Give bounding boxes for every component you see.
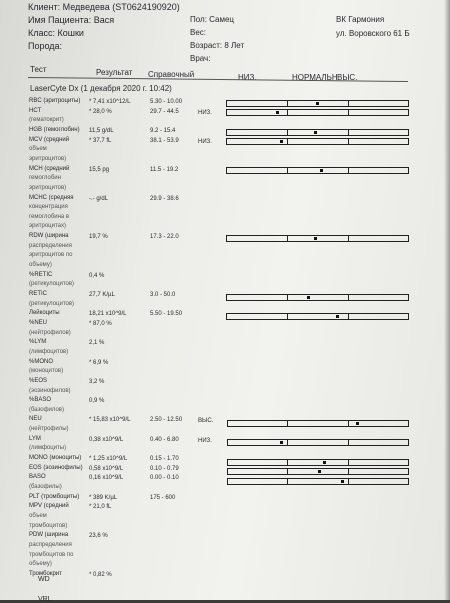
test-reference-range: 29.9 - 38.6	[150, 195, 179, 202]
range-divider	[287, 421, 288, 426]
test-name: эритроцитах)	[29, 223, 66, 230]
test-result: * 1,25 x10^9/L	[89, 456, 128, 463]
value-marker	[320, 169, 323, 172]
range-divider	[287, 110, 288, 115]
range-divider	[348, 421, 349, 426]
patient-sex: Пол: Самец	[190, 15, 234, 24]
test-result: 2,1 %	[89, 340, 105, 347]
wd-label: WD	[38, 576, 50, 583]
test-name: Тромбокрит	[29, 570, 62, 577]
test-name: EOS (эозинофилы)	[29, 464, 83, 471]
range-divider	[287, 314, 288, 319]
page-edge-shadow	[444, 0, 450, 600]
value-marker	[336, 315, 339, 318]
range-divider	[348, 295, 349, 300]
test-name: (базофилы)	[29, 484, 62, 490]
value-marker	[356, 422, 359, 425]
range-bar	[226, 294, 409, 301]
test-result: * 15,83 x10^9/L	[89, 417, 131, 424]
test-flag: НИЗ.	[198, 437, 212, 444]
test-flag: ВЫС.	[198, 418, 214, 425]
col-high: ВЫС.	[337, 73, 358, 82]
test-reference-range: 9.2 - 15.4	[150, 127, 176, 134]
test-reference-range: 0.10 - 0.79	[150, 465, 179, 472]
test-name: гемоглобин	[29, 175, 61, 182]
test-name: MONO (моноциты)	[29, 455, 82, 462]
range-divider	[287, 469, 288, 474]
test-result: 19,7 %	[89, 234, 108, 241]
test-name: MPV (средний	[29, 503, 69, 510]
test-name: концентрация	[29, 204, 68, 211]
test-name: BASO	[29, 474, 46, 481]
test-result: 18,21 x10^9/L	[89, 311, 127, 318]
test-name: MCHC (средняя	[29, 194, 74, 201]
test-result: -.- g/dL	[89, 195, 109, 202]
test-reference-range: 5.30 - 10.00	[150, 99, 183, 105]
test-name: MCV (средний	[29, 136, 70, 143]
patient-age: Возраст: 8 Лет	[190, 41, 245, 50]
test-result: * 0,82 %	[89, 571, 112, 578]
clinic-address: ул. Воровского 61 Б	[336, 29, 410, 38]
test-name: %EOS	[29, 377, 48, 384]
range-bar	[226, 138, 409, 145]
test-name: LYM	[29, 435, 41, 442]
range-divider	[287, 236, 288, 241]
range-divider	[348, 479, 349, 484]
range-divider	[287, 460, 288, 465]
range-bar	[227, 439, 409, 446]
client-name: Клиент: Медведева (ST0624190920)	[28, 2, 180, 12]
test-name: тромбоцитов)	[29, 522, 68, 529]
test-result: 27,7 K/µL	[89, 292, 115, 298]
test-name: (эозинофилов)	[29, 387, 71, 394]
range-divider	[348, 110, 349, 115]
test-result: 0,9 %	[89, 398, 105, 405]
test-name: PDW (ширина	[29, 532, 69, 539]
test-flag: НИЗ.	[198, 109, 212, 116]
test-name: (гематокрит)	[29, 117, 64, 124]
test-name: распределения	[29, 242, 72, 249]
range-divider	[348, 314, 349, 319]
value-marker	[316, 102, 319, 105]
test-name: (лимфоциты)	[29, 445, 67, 452]
test-name: объему)	[29, 262, 52, 269]
value-marker	[276, 111, 279, 114]
test-reference-range: 2.50 - 12.50	[150, 417, 183, 424]
test-name: распределения	[29, 541, 72, 548]
test-name: %BASO	[29, 397, 52, 404]
test-result: * 28,0 %	[89, 108, 112, 115]
test-name: гемоглобина в	[29, 213, 70, 220]
test-name: HCT	[29, 107, 42, 114]
value-marker	[318, 470, 321, 473]
range-divider	[348, 130, 349, 135]
value-marker	[280, 140, 283, 143]
value-marker	[314, 237, 317, 240]
col-normal: НОРМАЛЬН	[292, 73, 338, 82]
test-name: (моноцитов)	[29, 368, 64, 375]
patient-class: Класс: Кошки	[28, 28, 84, 38]
test-name: объему)	[29, 561, 52, 568]
test-name: (ретикулоцитов)	[29, 300, 75, 307]
test-name: (нейтрофилы)	[29, 426, 69, 433]
col-low: НИЗ.	[238, 73, 257, 82]
test-reference-range: 5.50 - 19.50	[150, 311, 183, 318]
range-divider	[348, 460, 349, 465]
test-name: объем	[29, 512, 47, 519]
device-line: LaserCyte Dx (1 декабря 2020 г. 10:42)	[30, 84, 172, 93]
value-marker	[314, 131, 317, 134]
range-bar	[226, 129, 409, 136]
range-divider	[348, 101, 349, 106]
test-result: * 87,0 %	[89, 320, 112, 327]
range-divider	[287, 479, 288, 484]
test-name: %NEU	[29, 319, 48, 326]
range-divider	[287, 168, 288, 173]
test-result: * 37,7 fL	[89, 137, 112, 144]
test-result: 23,6 %	[89, 533, 108, 540]
range-divider	[287, 101, 288, 106]
range-divider	[348, 469, 349, 474]
range-bar	[227, 478, 409, 485]
test-result: * 7,41 x10^12/L	[89, 99, 131, 105]
test-result: 0,4 %	[89, 272, 105, 279]
value-marker	[280, 441, 283, 444]
test-reference-range: 175 - 600	[150, 494, 176, 501]
test-result: * 21,0 fL	[89, 504, 112, 511]
value-marker	[307, 296, 310, 299]
test-name: NEU	[29, 416, 42, 423]
test-result: 11,5 g/dL	[89, 127, 114, 134]
range-divider	[348, 440, 349, 445]
range-bar	[226, 109, 409, 116]
test-name: (базофилов)	[29, 406, 64, 413]
test-name: %LYM	[29, 339, 47, 346]
test-result: 0,58 x10^9/L	[89, 465, 124, 472]
test-result: 0,16 x10^9/L	[89, 475, 124, 482]
range-bar	[226, 167, 409, 174]
test-name: %MONO	[29, 358, 53, 365]
range-bar	[227, 459, 409, 466]
vrl-label: VRL	[38, 596, 52, 603]
range-bar	[226, 100, 409, 107]
test-name: (лимфоцитов)	[29, 348, 69, 355]
patient-weight: Вес:	[190, 28, 207, 37]
range-divider	[287, 130, 288, 135]
range-divider	[287, 440, 288, 445]
col-result: Результат	[96, 68, 133, 77]
test-reference-range: 11.5 - 19.2	[150, 166, 179, 173]
range-divider	[348, 236, 349, 241]
value-marker	[323, 461, 326, 464]
range-divider	[287, 295, 288, 300]
test-name: (ретикулоцитов)	[29, 281, 75, 288]
col-ref: Справочный	[148, 70, 195, 79]
range-bar	[227, 420, 409, 427]
test-reference-range: 29.7 - 44.5	[150, 108, 179, 115]
test-name: объем	[29, 146, 47, 153]
test-name: PLT (тромбоциты)	[29, 493, 80, 500]
test-name: HGB (гемоглобин)	[29, 126, 80, 133]
clinic-name: ВК Гармония	[336, 15, 385, 24]
doctor: Врач:	[190, 54, 211, 63]
value-marker	[341, 480, 344, 483]
range-bar	[226, 235, 409, 242]
patient-name: Имя Пациента: Вася	[28, 15, 115, 25]
range-bar	[227, 468, 409, 475]
test-result: 0,38 x10^9/L	[89, 436, 124, 443]
test-reference-range: 17.3 - 22.0	[150, 234, 179, 241]
test-name: эритроцитов по	[29, 252, 73, 259]
range-bar	[226, 313, 408, 320]
test-name: MCH (средний	[29, 165, 70, 172]
test-result: * 389 K/µL	[89, 494, 118, 501]
test-reference-range: 0.15 - 1.70	[150, 456, 179, 463]
col-test: Тест	[30, 65, 47, 74]
patient-breed: Порода:	[28, 41, 63, 51]
range-divider	[348, 139, 349, 144]
test-result: 15,5 pg	[89, 166, 110, 173]
test-name: RDW (ширина	[29, 233, 69, 240]
test-reference-range: 3.0 - 50.0	[150, 292, 176, 298]
test-reference-range: 0.00 - 0.10	[150, 475, 179, 482]
test-name: эритроцитов)	[29, 155, 67, 162]
range-divider	[287, 139, 288, 144]
test-flag: НИЗ.	[198, 138, 212, 145]
test-name: %RETIC	[29, 271, 53, 278]
test-name: (нейтрофилов)	[29, 329, 71, 336]
range-divider	[348, 168, 349, 173]
test-result: * 6,9 %	[89, 359, 109, 366]
test-result: 3,2 %	[89, 378, 105, 385]
test-reference-range: 0.40 - 6.80	[150, 436, 179, 443]
test-name: RBC (эритроциты)	[29, 98, 81, 104]
test-name: тромбоцитов по	[29, 551, 74, 558]
test-name: Лейкоциты	[29, 310, 60, 317]
test-name: эритроцитов)	[29, 184, 67, 191]
test-name: RETIC	[29, 291, 47, 297]
test-reference-range: 38.1 - 53.9	[150, 137, 179, 144]
